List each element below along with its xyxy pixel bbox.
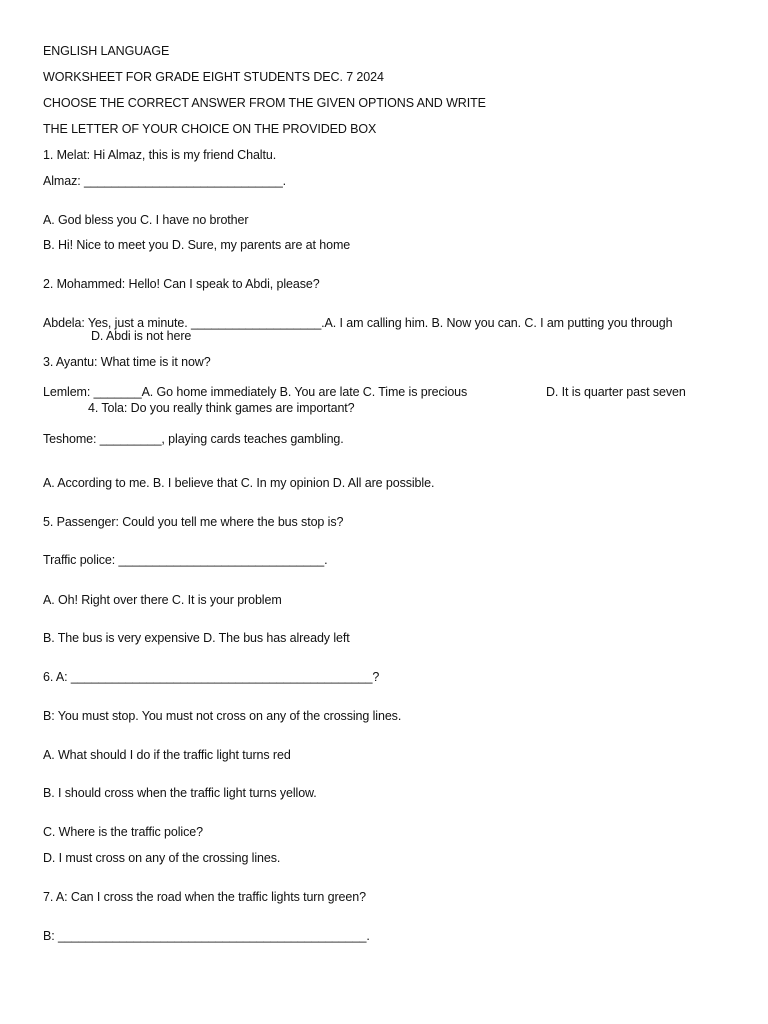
- instruction-line-1: CHOOSE THE CORRECT ANSWER FROM THE GIVEN OPTIONS AND WRITE: [43, 96, 486, 110]
- q2-prompt: 2. Mohammed: Hello! Can I speak to Abdi, please?: [43, 277, 320, 291]
- worksheet-title: WORKSHEET FOR GRADE EIGHT STUDENTS DEC. 7 2024: [43, 70, 384, 84]
- q3-prompt: 3. Ayantu: What time is it now?: [43, 355, 211, 369]
- q6-option-c: C. Where is the traffic police?: [43, 825, 203, 839]
- q6-option-d: D. I must cross on any of the crossing lines.: [43, 851, 281, 865]
- q1-options-a-c: A. God bless you C. I have no brother: [43, 213, 249, 227]
- q5-answer-line: Traffic police: ______________________________.: [43, 553, 328, 567]
- q6-option-b: B. I should cross when the traffic light turns yellow.: [43, 786, 317, 800]
- q1-answer-line: Almaz: _____________________________.: [43, 174, 287, 188]
- instruction-line-2: THE LETTER OF YOUR CHOICE ON THE PROVIDED BOX: [43, 122, 377, 136]
- subject-heading: ENGLISH LANGUAGE: [43, 44, 170, 58]
- q6-response: B: You must stop. You must not cross on any of the crossing lines.: [43, 709, 402, 723]
- q4-answer-line: Teshome: _________, playing cards teaches gambling.: [43, 432, 344, 446]
- q2-option-d: D. Abdi is not here: [91, 329, 192, 343]
- q4-prompt: 4. Tola: Do you really think games are important?: [88, 401, 355, 415]
- q6-prompt: 6. A: ____________________________________________?: [43, 670, 380, 684]
- q6-option-a: A. What should I do if the traffic light turns red: [43, 748, 291, 762]
- q3-answer-line: Lemlem: _______A. Go home immediately B. You are late C. Time is precious: [43, 385, 468, 399]
- q7-prompt: 7. A: Can I cross the road when the traffic lights turn green?: [43, 890, 366, 904]
- q2-answer-line: Abdela: Yes, just a minute. ___________________.A. I am calling him. B. Now you can. C. I am putting you through: [43, 316, 673, 330]
- q1-options-b-d: B. Hi! Nice to meet you D. Sure, my parents are at home: [43, 238, 351, 252]
- q5-options-a-c: A. Oh! Right over there C. It is your problem: [43, 593, 282, 607]
- q7-answer-line: B: _____________________________________________.: [43, 929, 370, 943]
- q5-options-b-d: B. The bus is very expensive D. The bus has already left: [43, 631, 350, 645]
- q1-prompt: 1. Melat: Hi Almaz, this is my friend Chaltu.: [43, 148, 277, 162]
- q4-options: A. According to me. B. I believe that C. In my opinion D. All are possible.: [43, 476, 435, 490]
- q3-option-d: D. It is quarter past seven: [546, 385, 686, 399]
- q5-prompt: 5. Passenger: Could you tell me where the bus stop is?: [43, 515, 344, 529]
